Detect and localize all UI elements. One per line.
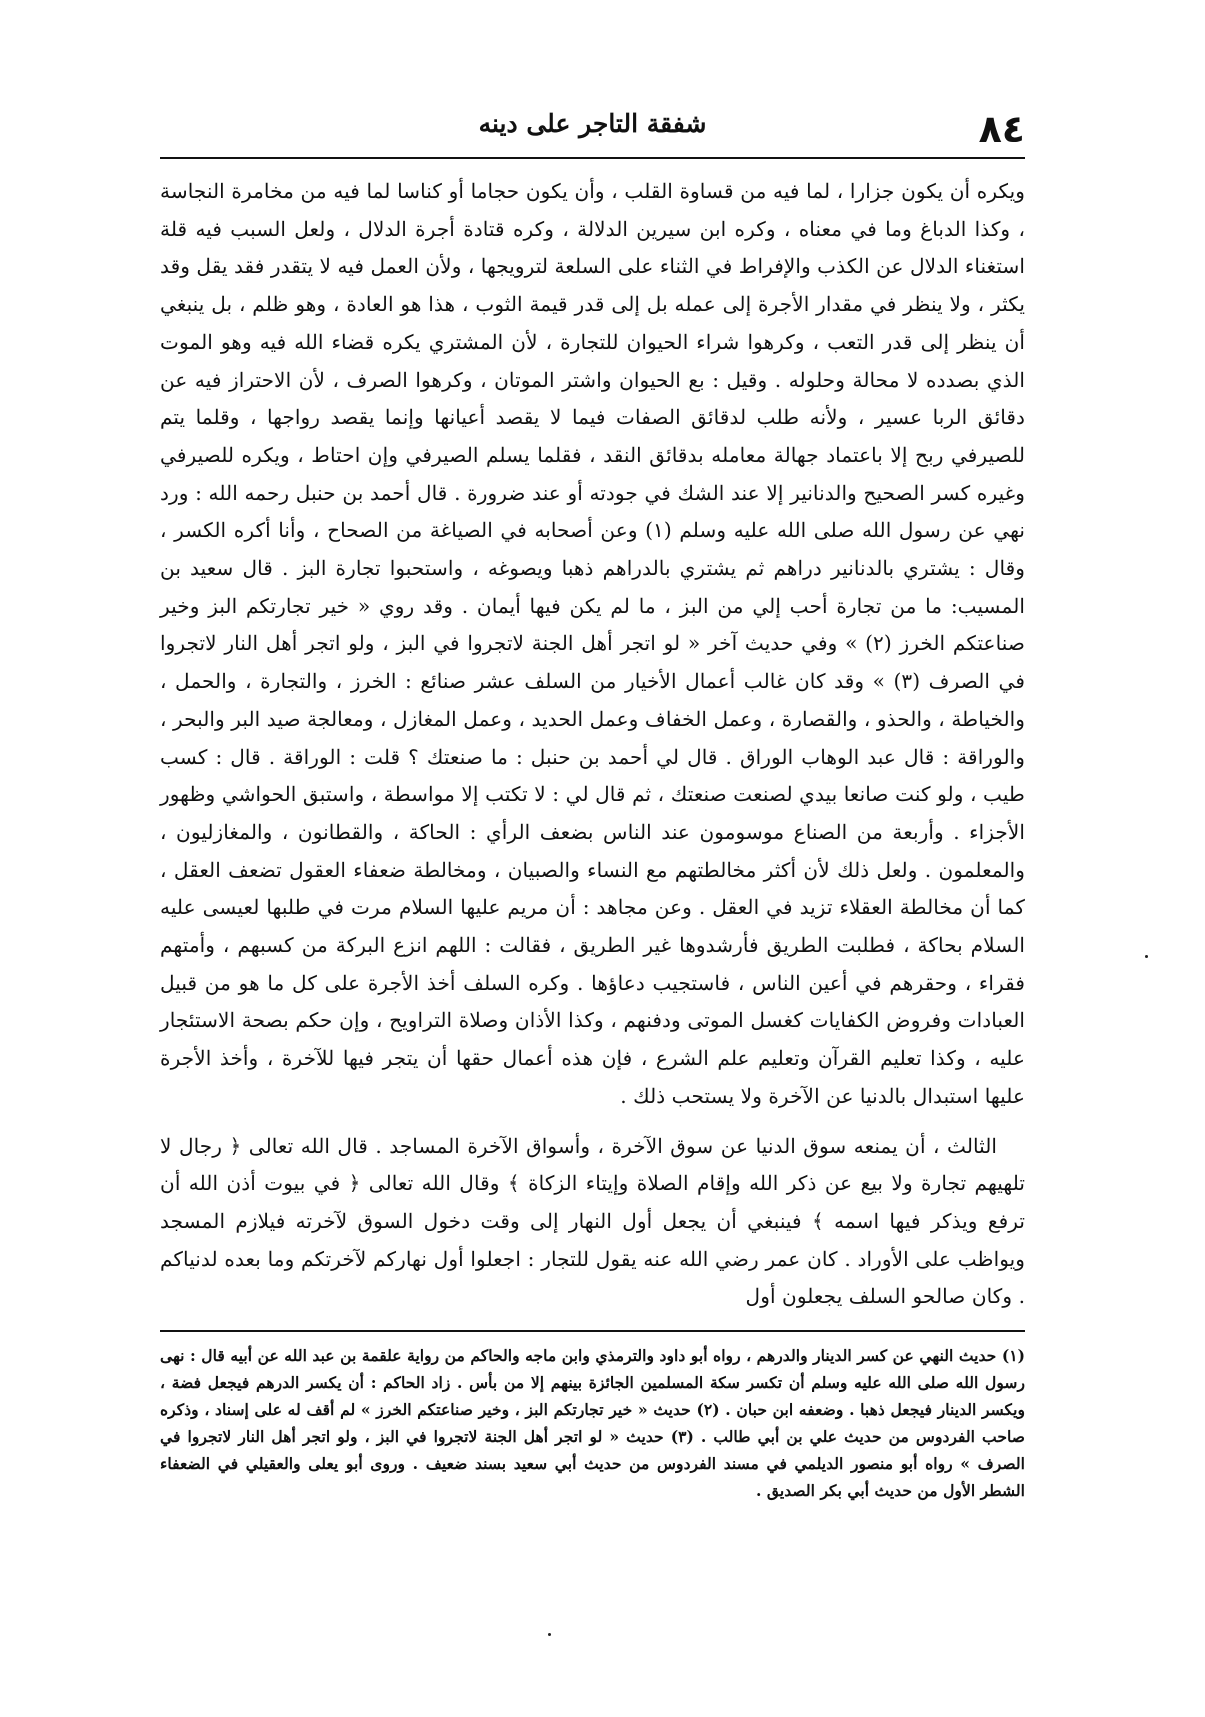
footnotes-divider (160, 1330, 1025, 1332)
book-page (160, 95, 1025, 1504)
footnote: (١) حديث النهي عن كسر الدينار والدرهم ، رواه أبو داود والترمذي وابن ماجه والحاكم من رواية علقمة بن عبد الله عن أبيه قال : نهى رسول الله صلى الله عليه وسلم أن تكسر سكة المسلمين الجائزة بينهم إلا من بأس . زاد الحاكم : أن يكسر الدرهم فيجعل فضة ، ويكسر الدينار فيجعل ذهبا . وضعفه ابن حبان . (٢) حديث « خير تجارتكم البز ، وخير صناعتكم الخرز » لم أقف له على إسناد ، وذكره صاحب الفردوس من حديث علي بن أبي طالب . (٣) حديث « لو اتجر أهل الجنة لاتجروا في البز ، ولو اتجر أهل النار لاتجروا في الصرف » رواه أبو منصور الديلمي في مسند الفردوس من حديث أبي سعيد بسند ضعيف . وروى أبو يعلى والعقيلي في الضعفاء الشطر الأول من حديث أبي بكر الصديق . (160, 1346, 1026, 1501)
page-header (160, 95, 1025, 159)
page-number: ٨٤ (978, 107, 1025, 151)
main-text (160, 173, 1025, 1316)
running-title: شفقة التاجر على دينه (478, 109, 707, 138)
margin-mark (1145, 955, 1148, 958)
paragraph: الثالث ، أن يمنعه سوق الدنيا عن سوق الآخرة ، وأسواق الآخرة المساجد . قال الله تعالى ﴿ رجال لا تلهيهم تجارة ولا بيع عن ذكر الله وإقام الصلاة وإيتاء الزكاة ﴾ وقال الله تعالى ﴿ في بيوت أذن الله أن ترفع ويذكر فيها اسمه ﴾ فينبغي أن يجعل أول النهار إلى وقت دخول السوق لآخرته فيلازم المسجد ويواظب على الأوراد . كان عمر رضي الله عنه يقول للتجار : اجعلوا أول نهاركم لآخرتكم وما بعده لدنياكم . وكان صالحو السلف يجعلون أول (160, 1133, 1025, 1309)
footnotes (160, 1342, 1025, 1504)
paragraph: ويكره أن يكون جزارا ، لما فيه من قساوة القلب ، وأن يكون حجاما أو كناسا لما فيه من مخامرة النجاسة ، وكذا الدباغ وما في معناه ، وكره ابن سيرين الدلالة ، وكره قتادة أجرة الدلال ، ولعل السبب فيه قلة استغناء الدلال عن الكذب والإفراط في الثناء على السلعة لترويجها ، ولأن العمل فيه لا يتقدر فقد يقل وقد يكثر ، ولا ينظر في مقدار الأجرة إلى عمله بل إلى قدر قيمة الثوب ، هذا هو العادة ، وهو ظلم ، بل ينبغي أن ينظر إلى قدر التعب ، وكرهوا شراء الحيوان للتجارة ، لأن المشتري يكره قضاء الله فيه وهو الموت الذي بصدده لا محالة وحلوله . وقيل : بع الحيوان واشتر الموتان ، وكرهوا الصرف ، لأن الاحتراز فيه عن دقائق الربا عسير ، ولأنه طلب لدقائق الصفات فيما لا يقصد أعيانها وإنما يقصد رواجها ، وقلما يتم للصيرفي ربح إلا باعتماد جهالة معامله بدقائق النقد ، فقلما يسلم الصيرفي وإن احتاط ، ويكره للصيرفي وغيره كسر الصحيح والدنانير إلا عند الشك في جودته أو عند ضرورة . قال أحمد بن حنبل رحمه الله : ورد نهي عن رسول الله صلى الله عليه وسلم (١) وعن أصحابه في الصياغة من الصحاح ، وأنا أكره الكسر ، وقال : يشتري بالدنانير دراهم ثم يشتري بالدراهم ذهبا ويصوغه ، واستحبوا تجارة البز . قال سعيد بن المسيب: ما من تجارة أحب إلي من البز ، ما لم يكن فيها أيمان . وقد روي « خير تجارتكم البز وخير صناعتكم الخرز (٢) » وفي حديث آخر « لو اتجر أهل الجنة لاتجروا في البز ، ولو اتجر أهل النار لاتجروا في الصرف (٣) » وقد كان غالب أعمال الأخيار من السلف عشر صنائع : الخرز ، والتجارة ، والحمل ، والخياطة ، والحذو ، والقصارة ، وعمل الخفاف وعمل الحديد ، وعمل المغازل ، ومعالجة صيد البر والبحر ، والوراقة : قال عبد الوهاب الوراق . قال لي أحمد بن حنبل : ما صنعتك ؟ قلت : الوراقة . قال : كسب طيب ، ولو كنت صانعا بيدي لصنعت صنعتك ، ثم قال لي : لا تكتب إلا مواسطة ، واستبق الحواشي وظهور الأجزاء . وأربعة من الصناع موسومون عند الناس بضعف الرأي : الحاكة ، والقطانون ، والمغازليون ، والمعلمون . ولعل ذلك لأن أكثر مخالطتهم مع النساء والصبيان ، ومخالطة ضعفاء العقول تضعف العقل ، كما أن مخالطة العقلاء تزيد في العقل . وعن مجاهد : أن مريم عليها السلام مرت في طلبها لعيسى عليه السلام بحاكة ، فطلبت الطريق فأرشدوها غير الطريق ، فقالت : اللهم انزع البركة من كسبهم ، وأمتهم فقراء ، وحقرهم في أعين الناس ، فاستجيب دعاؤها . وكره السلف أخذ الأجرة على كل ما هو من قبيل العبادات وفروض الكفايات كغسل الموتى ودفنهم ، وكذا الأذان وصلاة التراويح ، وإن حكم بصحة الاستئجار عليه ، وكذا تعليم القرآن وتعليم علم الشرع ، فإن هذه أعمال حقها أن يتجر فيها للآخرة ، وأخذ الأجرة عليها استبدال بالدنيا عن الآخرة ولا يستحب ذلك . (160, 179, 1025, 1108)
page-dot (548, 1633, 551, 1636)
